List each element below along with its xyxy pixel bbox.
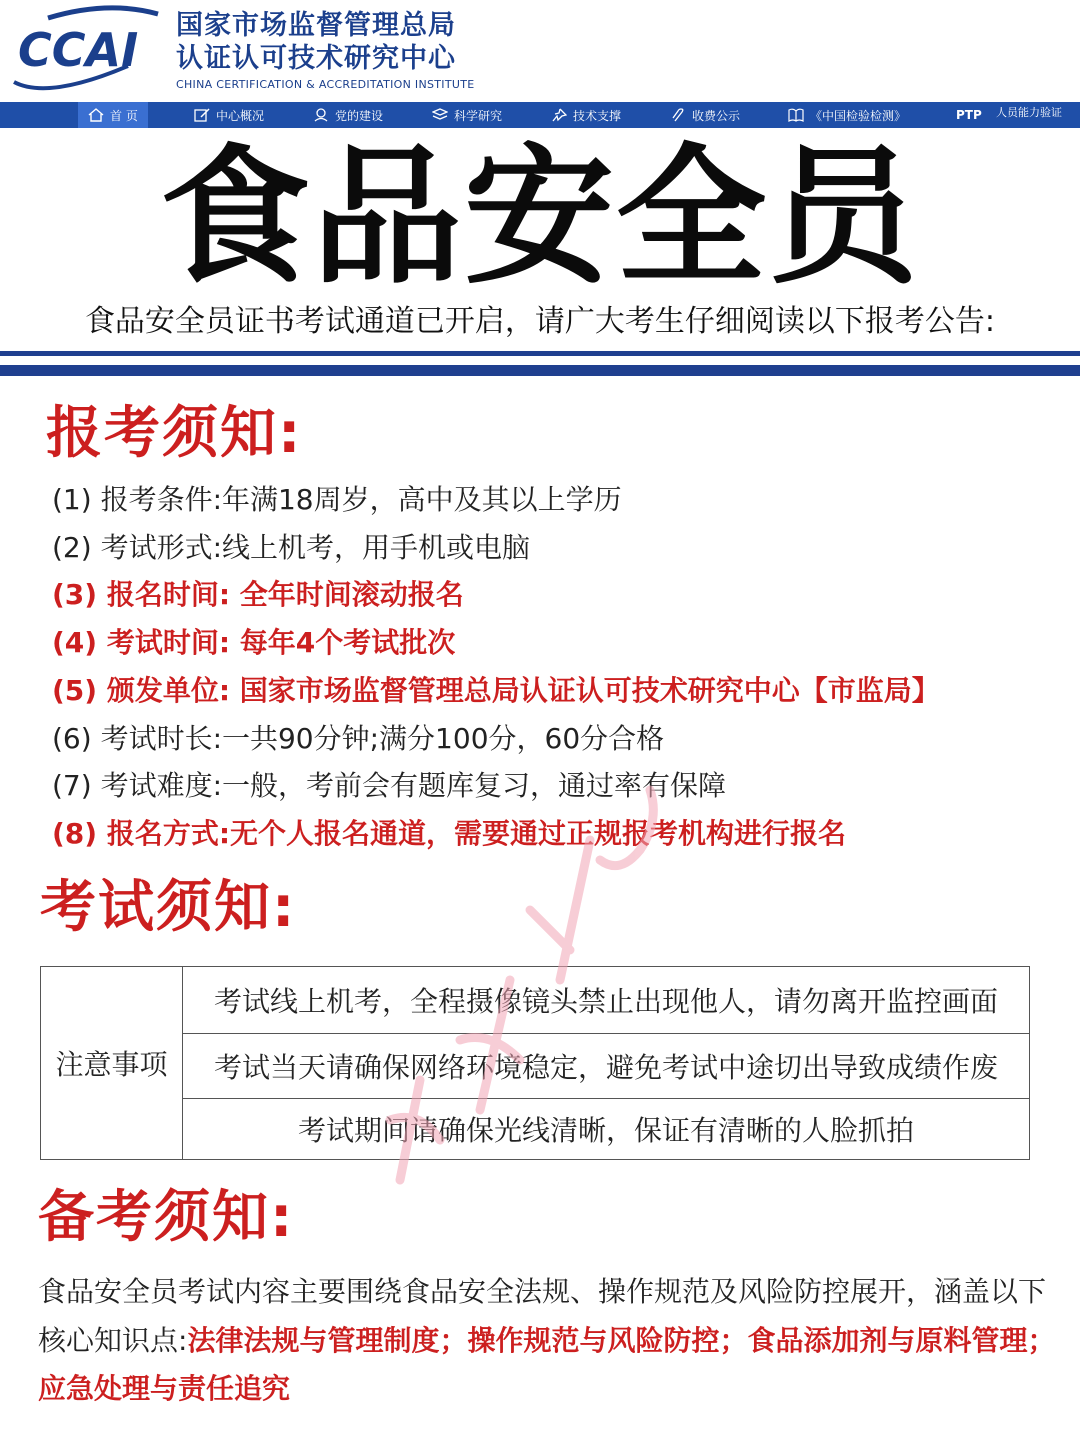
list-item: (4) 考试时间: 每年4个考试批次 [52,626,456,660]
registration-heading: 报考须知: [46,401,303,466]
nav-label: 科学研究 [454,108,503,123]
book-icon [788,108,804,122]
nav-label: 《中国检验检测》 [810,108,907,123]
list-item: (3) 报名时间: 全年时间滚动报名 [52,578,464,612]
divider-thick [0,365,1080,376]
person-icon [313,108,329,122]
nav-item-ptp[interactable] [956,102,982,128]
prep-highlight: 法律法规与管理制度；操作规范与风险防控；食品添加剂与原料管理；应急处理与责任追究 [38,1323,1056,1405]
list-item: (8) 报名方式:无个人报名通道，需要通过正规报考机构进行报名 [52,816,847,850]
prep-paragraph [38,1268,1056,1414]
org-name-line1: 国家市场监督管理总局 [176,10,456,41]
main-nav [0,102,1080,128]
list-item: (2) 考试形式:线上机考，用手机或电脑 [52,530,530,564]
table-row: 考试线上机考，全程摄像镜头禁止出现他人，请勿离开监控画面 [183,967,1029,1034]
table-label: 注意事项 [41,967,183,1159]
exam-notes-table [40,966,1030,1160]
ccai-logo[interactable] [8,4,160,96]
prep-heading: 备考须知: [38,1185,295,1250]
nav-item-fees[interactable] [670,102,740,128]
nav-item-party[interactable] [313,102,383,128]
home-icon [88,108,104,122]
site-header [0,0,1080,102]
nav-item-research[interactable] [432,102,502,128]
nav-item-tech-support[interactable] [551,102,621,128]
page-title: 食品安全员 [159,131,920,305]
layers-icon [432,108,448,122]
list-item: (7) 考试难度:一般，考前会有题库复习，通过率有保障 [52,769,726,803]
exam-heading: 考试须知: [40,875,297,940]
nav-label: 技术支撑 [573,108,622,123]
nav-label: 收费公示 [692,108,741,123]
logo-text: CCAI [18,23,139,77]
nav-item-home[interactable] [78,102,148,128]
nav-label: 人员能力验证 [996,106,1062,119]
pin-icon [551,108,567,122]
clip-icon [670,108,686,122]
table-row: 考试当天请确保网络环境稳定，避免考试中途切出导致成绩作废 [183,1034,1029,1099]
table-row: 考试期间请确保光线清晰，保证有清晰的人脸抓拍 [297,1114,914,1147]
nav-label: 首 页 [110,108,138,123]
org-name-line2: 认证认可技术研究中心 [176,43,456,74]
edit-icon [194,108,210,122]
prep-intro: 食品安全员考试内容主要围绕食品安全法规、操作规范及风险防控展开，涵盖以下核心知识点: [38,1275,1047,1357]
nav-item-proficiency[interactable] [996,102,1062,128]
nav-label: 中心概况 [216,108,265,123]
list-item: (5) 颁发单位: 国家市场监督管理总局认证认可技术研究中心【市监局】 [52,673,940,707]
org-name-english: CHINA CERTIFICATION & ACCREDITATION INSTITUTE [176,78,475,91]
page-subtitle: 食品安全员证书考试通道已开启，请广大考生仔细阅读以下报考公告: [84,304,996,339]
nav-label: PTP [956,108,982,122]
org-name [176,10,474,92]
list-item: (1) 报考条件:年满18周岁，高中及其以上学历 [52,483,622,516]
nav-item-overview[interactable] [194,102,264,128]
nav-label: 党的建设 [335,108,384,123]
registration-list [52,476,1062,858]
divider-thin [0,351,1080,356]
nav-item-journal[interactable] [788,102,906,128]
list-item: (6) 考试时长:一共90分钟;满分100分，60分合格 [52,721,665,755]
